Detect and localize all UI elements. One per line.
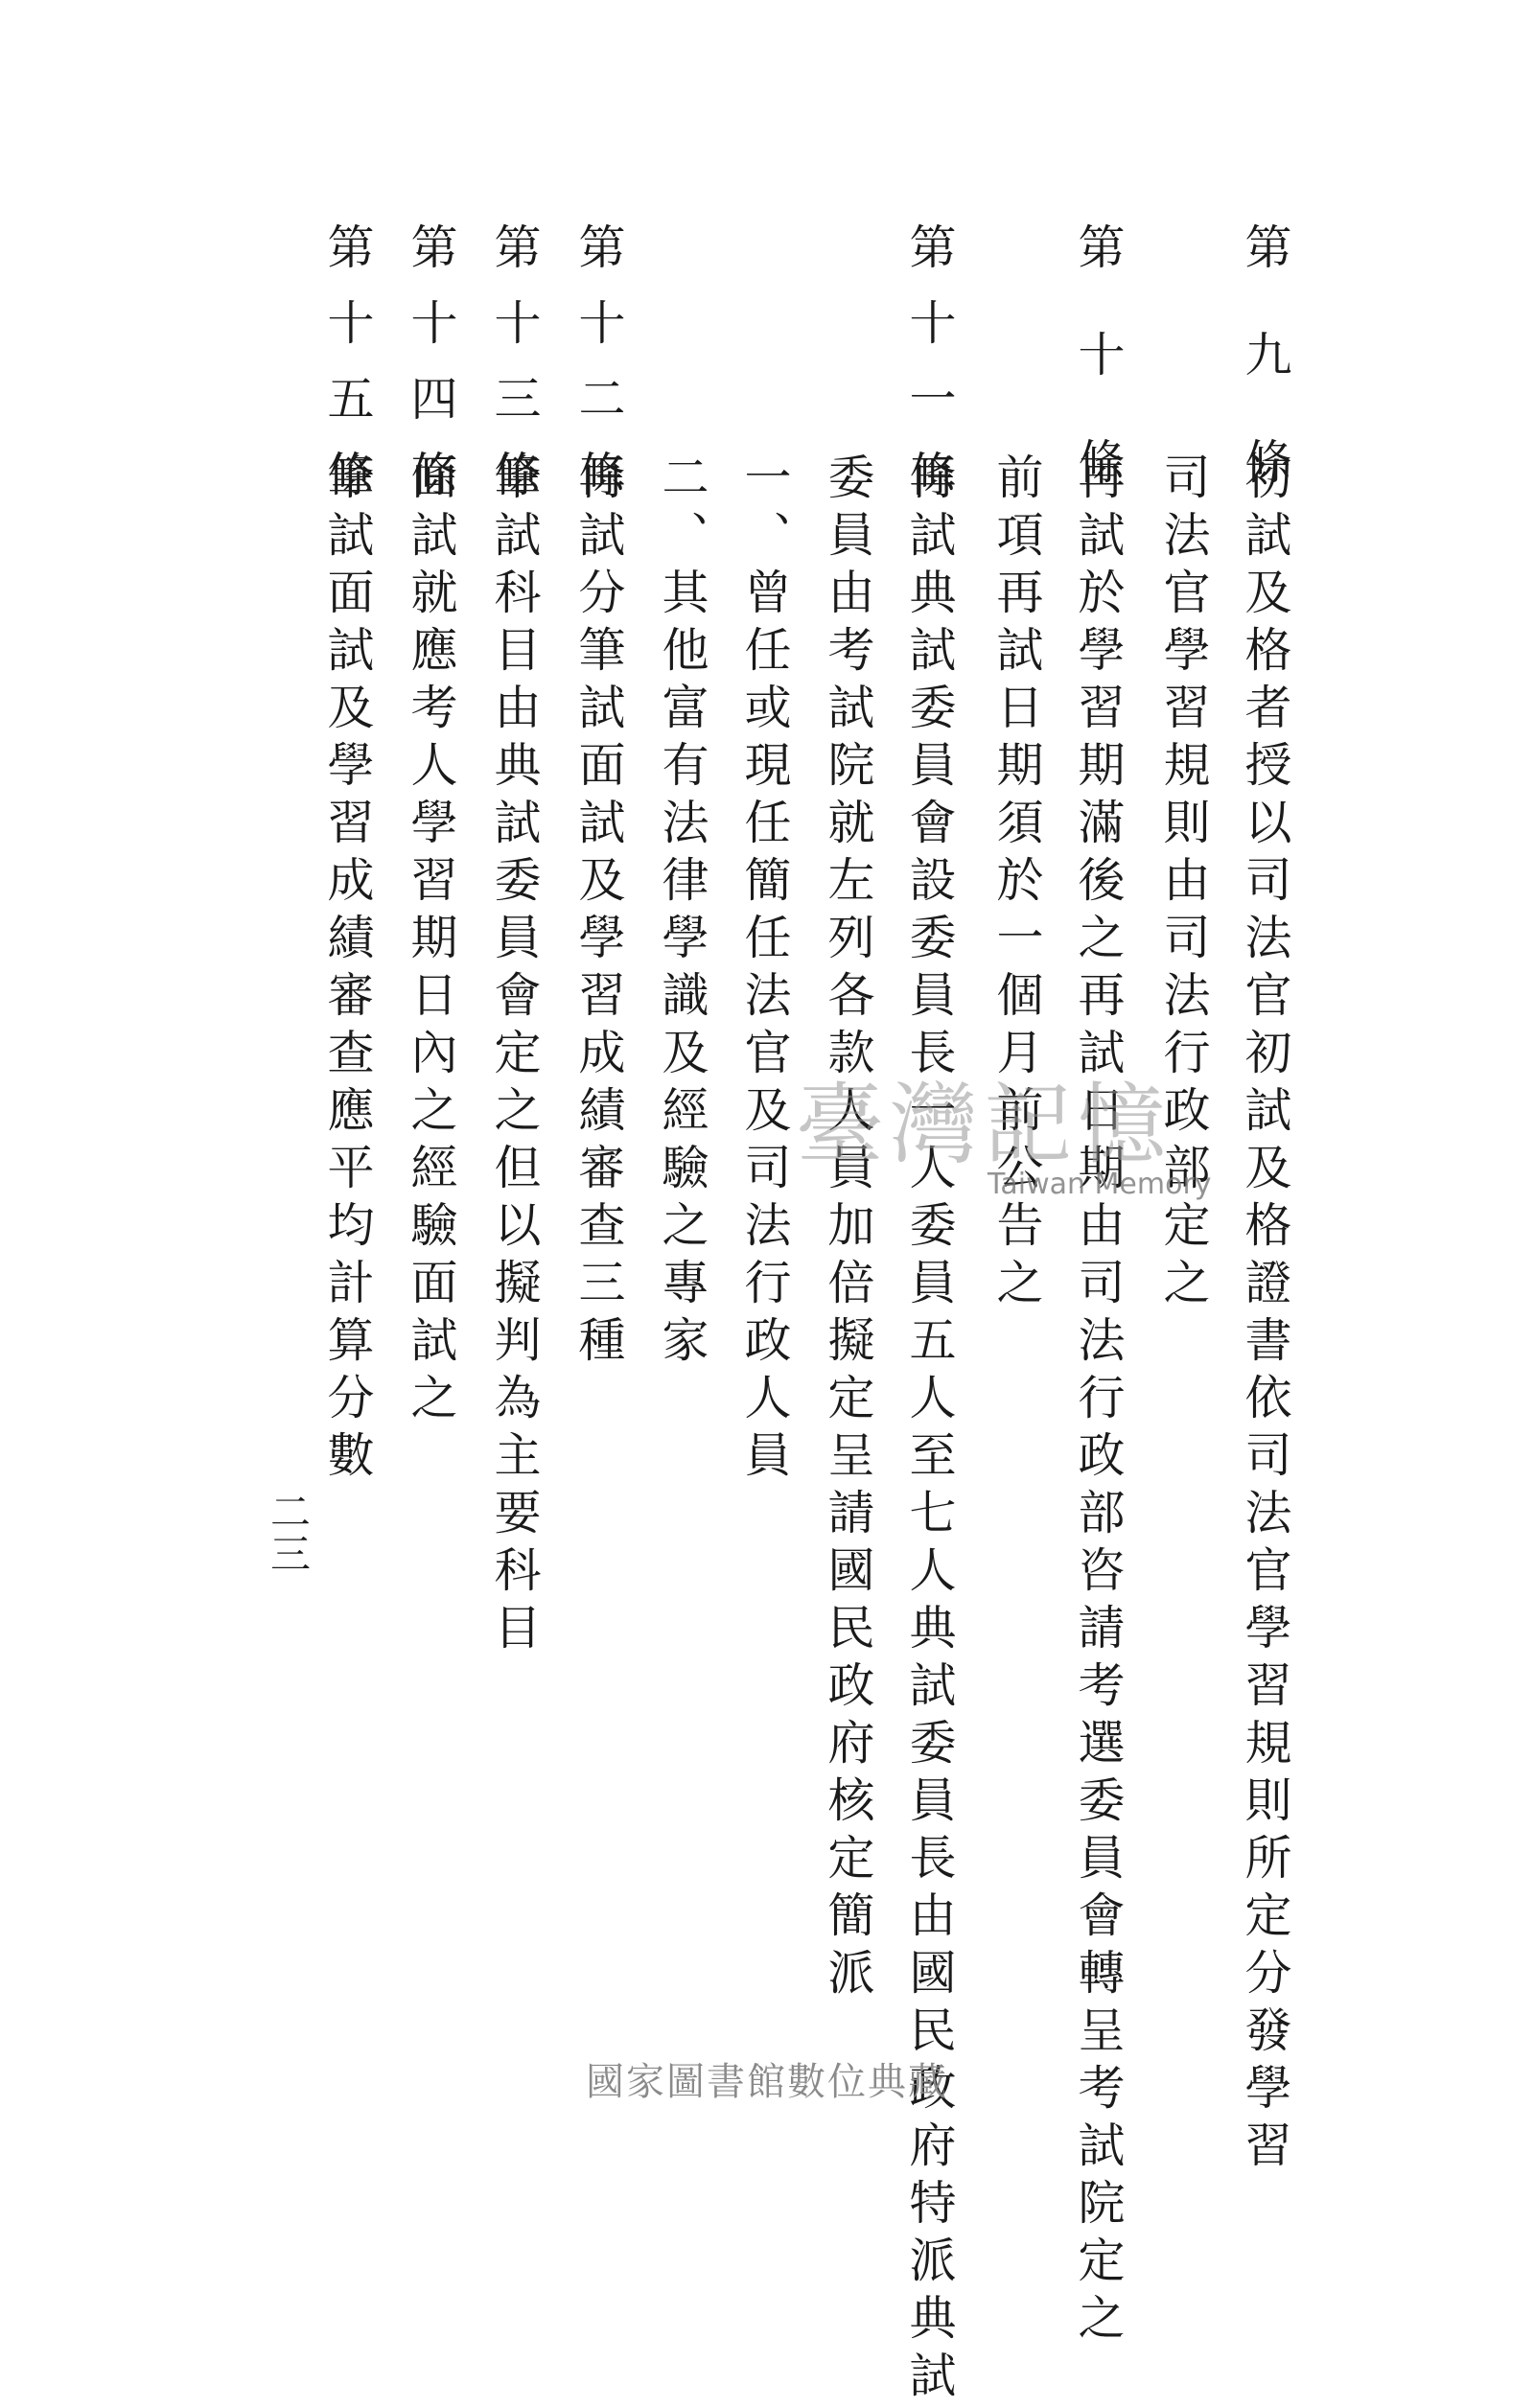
- article-11-item-2: 二、其他富有法律學識及經驗之專家: [655, 452, 709, 1373]
- footer-credit: 國家圖書館數位典藏: [586, 2060, 948, 2104]
- article-10-line-1: 再試於學習期滿後之再試日期由司法行政部咨請考選委員會轉呈考試院定之: [1071, 452, 1126, 2350]
- article-11-line-2: 委員由考試院就左列各款人員加倍擬定呈請國民政府核定簡派: [821, 452, 875, 2005]
- article-9-label: 第九條: [1238, 222, 1292, 544]
- article-14-label: 第十四條: [404, 222, 458, 525]
- page-number: 二三: [265, 1491, 312, 1575]
- watermark-logo: 臺灣記憶: [796, 1074, 1173, 1176]
- article-9-line-1: 初試及格者授以司法官初試及格證書依司法官學習規則所定分發學習: [1238, 452, 1292, 2178]
- article-10-line-2: 前項再試日期須於一個月前公告之: [989, 452, 1044, 1315]
- article-13-line-1: 筆試科目由典試委員會定之但以擬判為主要科目: [487, 452, 542, 1660]
- article-11-item-1: 一、曾任或現任簡任法官及司法行政人員: [737, 452, 792, 1488]
- article-13-label: 第十三條: [487, 222, 542, 525]
- article-15-line-1: 筆試面試及學習成績審查應平均計算分數: [320, 452, 375, 1488]
- article-15-label: 第十五條: [320, 222, 375, 525]
- article-12-line-1: 再試分筆試面試及學習成績審查三種: [571, 452, 626, 1373]
- article-10-label: 第十條: [1071, 222, 1126, 544]
- article-11-label: 第十一條: [902, 222, 957, 525]
- article-14-line-1: 面試就應考人學習期日內之經驗面試之: [404, 452, 458, 1430]
- watermark-logo-en: Taiwan Memory: [988, 1168, 1212, 1201]
- article-9-line-2: 司法官學習規則由司法行政部定之: [1156, 452, 1211, 1315]
- article-12-label: 第十二條: [571, 222, 626, 525]
- article-11-line-1: 再試典試委員會設委員長一人委員五人至七人典試委員長由國民政府特派典試: [902, 452, 957, 2408]
